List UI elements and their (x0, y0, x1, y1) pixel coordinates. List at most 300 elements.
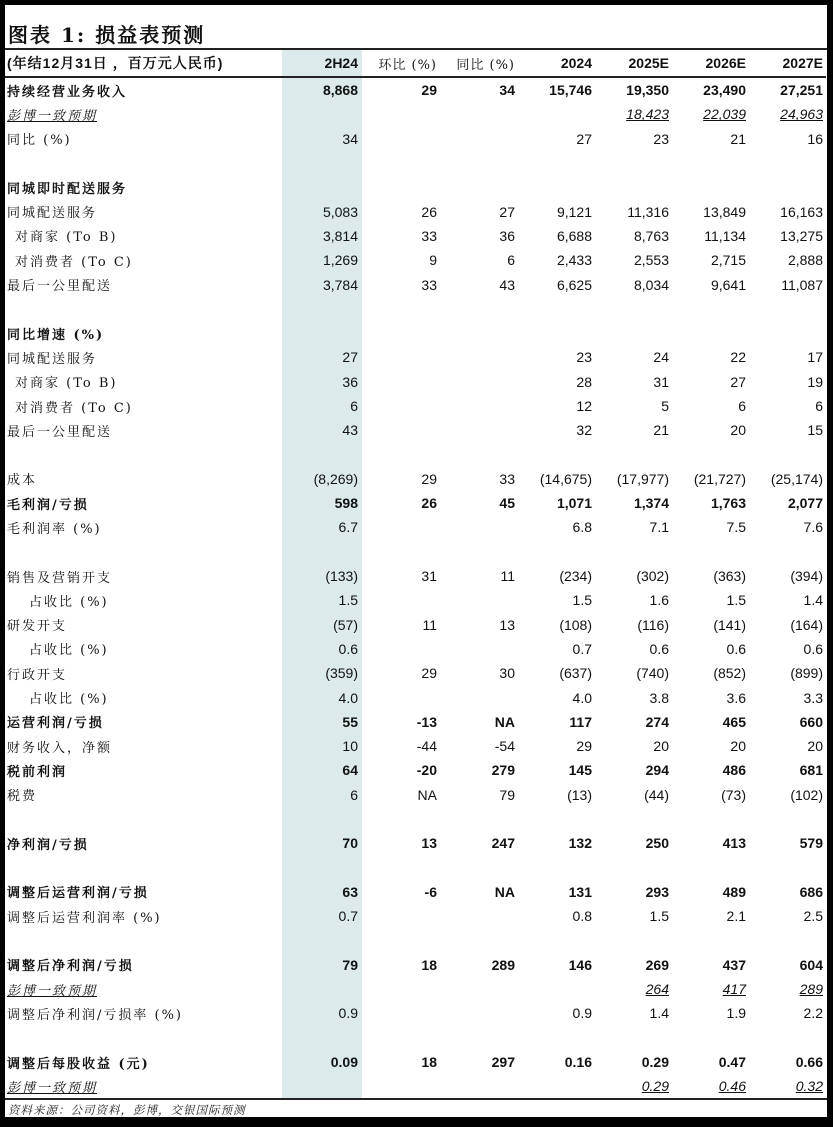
cell-2025e: 1.5 (649, 908, 669, 925)
consensus-label: 彭博一致预期 (7, 983, 98, 999)
row-label: 占收比 (%) (29, 643, 109, 659)
cell-2027e: 3.3 (803, 689, 823, 706)
spacer-row (5, 856, 826, 880)
cell-2026e: 1,763 (710, 495, 746, 512)
cell-2h24: 79 (342, 956, 358, 973)
row-label: 销售及营销开支 (7, 570, 113, 586)
cell-2026e: 20 (730, 422, 746, 439)
cell-2024 (518, 977, 595, 1001)
table-row (5, 467, 826, 491)
cell-2026e: 0.47 (718, 1054, 746, 1071)
cell-2024: 145 (568, 762, 592, 779)
cell-yoy: 297 (491, 1054, 515, 1071)
table-row (5, 685, 826, 709)
cell-yoy (440, 442, 518, 466)
cell-qoq (362, 345, 440, 369)
col-header-2025e: 2025E (595, 50, 672, 77)
cell-2h24 (282, 1026, 362, 1050)
cell-yoy (440, 102, 518, 126)
row-label: 调整后净利润/亏损 (7, 959, 134, 975)
table-row (5, 1074, 826, 1098)
cell-2024 (518, 297, 595, 321)
cell-2h24: 36 (342, 373, 358, 390)
cell-2025e: 1.4 (649, 1005, 669, 1022)
table-row (5, 880, 826, 904)
row-label: 同城配送服务 (7, 206, 98, 222)
table-row (5, 199, 826, 223)
cell-qoq: 29 (421, 470, 437, 487)
cell-2027e: (25,174) (770, 470, 823, 487)
cell-2024: 23 (576, 349, 592, 366)
cell-2024: 12 (576, 398, 592, 414)
cell-yoy (440, 1026, 518, 1050)
cell-2h24: 3,814 (322, 227, 358, 244)
spacer-row (5, 151, 826, 175)
cell-qoq (362, 127, 440, 151)
cell-2025e (595, 856, 672, 880)
cell-2027e: 2,888 (787, 252, 823, 269)
cell-2024 (518, 442, 595, 466)
cell-qoq (362, 297, 440, 321)
cell-qoq (362, 1074, 440, 1098)
cell-qoq: 33 (421, 227, 437, 244)
cell-qoq (362, 175, 440, 199)
cell-yoy: 30 (499, 665, 515, 682)
cell-2025e: (302) (636, 568, 669, 585)
row-label (5, 540, 282, 564)
col-header-2027e: 2027E (749, 50, 826, 77)
row-label: 行政开支 (7, 667, 68, 683)
consensus-value: 289 (799, 981, 823, 998)
cell-2027e (749, 977, 826, 1001)
cell-2027e (749, 151, 826, 175)
cell-qoq: 11 (422, 616, 437, 633)
table-row (5, 394, 826, 418)
cell-yoy: 27 (499, 203, 515, 220)
cell-2025e (595, 321, 672, 345)
table-row (5, 637, 826, 661)
cell-2025e: 20 (653, 738, 669, 755)
cell-qoq (362, 394, 440, 418)
consensus-value: 0.32 (795, 1078, 823, 1095)
cell-qoq: 26 (421, 203, 437, 220)
cell-qoq (362, 540, 440, 564)
cell-2h24 (282, 928, 362, 952)
table-row (5, 831, 826, 855)
cell-2024: 1,071 (556, 495, 592, 512)
cell-yoy: 34 (499, 82, 515, 99)
cell-2025e: (740) (636, 665, 669, 682)
table-row (5, 588, 826, 612)
cell-2025e: 23 (653, 130, 669, 147)
cell-qoq (362, 1026, 440, 1050)
cell-2024 (518, 102, 595, 126)
cell-2027e: 0.66 (795, 1054, 823, 1071)
cell-2026e: 6 (738, 398, 746, 414)
cell-2h24: 0.9 (338, 1005, 358, 1022)
cell-2026e: 27 (730, 373, 746, 390)
row-label: 最后一公里配送 (7, 279, 113, 295)
cell-yoy: 36 (499, 227, 515, 244)
cell-2h24: 5,083 (322, 203, 358, 220)
section-header-row (5, 175, 826, 199)
cell-2027e: 6 (815, 398, 823, 414)
cell-qoq (362, 515, 440, 539)
cell-2025e (595, 297, 672, 321)
cell-2027e: (164) (790, 616, 823, 633)
table-row (5, 491, 826, 515)
cell-2025e: 19,350 (626, 82, 669, 99)
cell-2027e: 2,077 (787, 495, 823, 512)
cell-2025e: 274 (645, 713, 669, 730)
table-row (5, 418, 826, 442)
cell-2026e: 489 (722, 883, 746, 900)
table-row (5, 1001, 826, 1025)
cell-2027e: 19 (807, 373, 823, 390)
table-row (5, 977, 826, 1001)
cell-2h24: 10 (342, 738, 358, 755)
table-row (5, 370, 826, 394)
cell-2025e: 294 (645, 762, 669, 779)
cell-2027e (749, 102, 826, 126)
col-header-yoy: 同比 (%) (440, 50, 518, 77)
cell-yoy (440, 1074, 518, 1098)
cell-2h24 (282, 297, 362, 321)
cell-2024: (234) (559, 568, 592, 585)
cell-yoy (440, 345, 518, 369)
cell-2027e (749, 928, 826, 952)
cell-2025e (595, 175, 672, 199)
cell-qoq: 29 (421, 82, 437, 99)
table-row (5, 515, 826, 539)
cell-qoq: 13 (421, 835, 437, 852)
cell-yoy (440, 321, 518, 345)
cell-yoy (440, 685, 518, 709)
cell-2h24: 55 (342, 713, 358, 730)
cell-2h24: 43 (342, 422, 358, 439)
cell-2024: 132 (568, 835, 592, 852)
cell-2024: 15,746 (549, 82, 592, 99)
cell-2025e: 31 (653, 373, 669, 390)
cell-qoq (362, 102, 440, 126)
cell-qoq (362, 442, 440, 466)
cell-2025e (595, 442, 672, 466)
cell-2027e: 2.5 (803, 908, 823, 925)
row-label: 成本 (7, 473, 38, 489)
cell-2025e (595, 1074, 672, 1098)
cell-yoy (440, 151, 518, 175)
cell-2h24: 6 (350, 786, 358, 803)
cell-2025e: (116) (637, 616, 669, 633)
row-label (5, 297, 282, 321)
row-label: 对消费者 (To C) (15, 254, 133, 270)
row-label: 对商家 (To B) (15, 230, 118, 246)
cell-2024: 0.8 (572, 908, 592, 925)
cell-2027e (749, 540, 826, 564)
cell-2026e: (21,727) (693, 470, 746, 487)
cell-2027e: 604 (799, 956, 823, 973)
cell-2024: (637) (559, 665, 592, 682)
row-label (5, 856, 282, 880)
col-header-2024: 2024 (518, 50, 595, 77)
cell-yoy: 13 (499, 616, 515, 633)
cell-2027e (749, 856, 826, 880)
table-row (5, 734, 826, 758)
header-label: (年结12月31日 ，百万元人民币) (5, 50, 282, 77)
cell-yoy (440, 977, 518, 1001)
row-label: 运营利润/亏损 (7, 716, 104, 732)
cell-yoy: 279 (491, 762, 515, 779)
cell-qoq (362, 151, 440, 175)
table-row (5, 904, 826, 928)
cell-qoq: 18 (421, 956, 437, 973)
cell-2024: 117 (569, 713, 592, 730)
cell-2024 (518, 928, 595, 952)
cell-2027e: 2.2 (803, 1005, 823, 1022)
cell-qoq: 26 (421, 495, 437, 512)
row-label (5, 442, 282, 466)
cell-yoy (440, 175, 518, 199)
cell-2024 (518, 540, 595, 564)
spacer-row (5, 1026, 826, 1050)
cell-2h24 (282, 807, 362, 831)
cell-2027e: 579 (799, 835, 823, 852)
cell-2026e: 437 (722, 956, 746, 973)
consensus-value: 22,039 (703, 106, 746, 123)
cell-yoy (440, 856, 518, 880)
cell-2027e (749, 175, 826, 199)
cell-2024: 4.0 (572, 689, 592, 706)
cell-2027e (749, 297, 826, 321)
cell-2h24 (282, 1074, 362, 1098)
cell-2h24: 27 (342, 349, 358, 366)
row-label: 对商家 (To B) (15, 376, 118, 392)
cell-2026e: 413 (722, 835, 746, 852)
row-label: 净利润/亏损 (7, 837, 89, 853)
cell-2027e: 11,087 (781, 276, 823, 293)
cell-yoy (440, 540, 518, 564)
cell-2024: 131 (568, 883, 592, 900)
cell-2024 (518, 321, 595, 345)
cell-2h24: 6.7 (338, 519, 358, 536)
cell-2027e: 16 (807, 130, 823, 147)
cell-2026e (672, 1026, 749, 1050)
cell-2026e: 20 (730, 738, 746, 755)
cell-yoy: NA (494, 883, 515, 900)
table-row (5, 1050, 826, 1074)
cell-2027e: 15 (807, 422, 823, 439)
cell-yoy (440, 515, 518, 539)
cell-yoy (440, 928, 518, 952)
cell-yoy: 43 (499, 276, 515, 293)
cell-2026e: (73) (721, 786, 746, 803)
cell-2026e: (852) (713, 665, 746, 682)
cell-2026e: (141) (713, 616, 746, 633)
cell-yoy (440, 637, 518, 661)
cell-2027e: (394) (790, 568, 823, 585)
row-label (5, 102, 282, 126)
row-label: 占收比 (%) (29, 594, 109, 610)
cell-qoq: 18 (421, 1054, 437, 1071)
cell-2h24: 70 (342, 835, 358, 852)
income-statement-table (5, 50, 826, 1098)
cell-2h24: 1.5 (338, 592, 358, 609)
cell-qoq (362, 977, 440, 1001)
spacer-row (5, 928, 826, 952)
cell-yoy: 33 (499, 470, 515, 487)
row-label: 调整后净利润/亏损率 (%) (7, 1007, 184, 1023)
cell-qoq (362, 807, 440, 831)
cell-2025e: 0.29 (641, 1054, 669, 1071)
cell-2024 (518, 175, 595, 199)
cell-2024: 27 (576, 130, 592, 147)
row-label: 同城即时配送服务 (7, 181, 128, 197)
cell-2024: 0.9 (572, 1005, 592, 1022)
consensus-value: 0.29 (641, 1078, 669, 1095)
row-label: 调整后运营利润率 (%) (7, 910, 162, 926)
cell-2025e: 11,316 (627, 203, 669, 220)
row-label: 同城配送服务 (7, 351, 98, 367)
cell-2h24 (282, 102, 362, 126)
cell-2026e: 23,490 (703, 82, 746, 99)
cell-qoq (362, 418, 440, 442)
cell-2027e: 16,163 (780, 203, 823, 220)
cell-yoy: -54 (494, 738, 515, 755)
cell-2024 (518, 1026, 595, 1050)
cell-qoq: 31 (421, 568, 437, 585)
cell-2027e (749, 1074, 826, 1098)
cell-2027e (749, 442, 826, 466)
cell-2025e: 293 (645, 883, 669, 900)
cell-2h24: 6 (350, 398, 358, 414)
row-label (5, 1074, 282, 1098)
cell-2026e (672, 102, 749, 126)
cell-2026e: 21 (730, 130, 746, 147)
cell-qoq: 29 (421, 665, 437, 682)
cell-2027e: 27,251 (780, 82, 823, 99)
row-label: 税费 (7, 789, 38, 805)
cell-2026e: 11,134 (704, 227, 746, 244)
cell-2027e (749, 1026, 826, 1050)
cell-2h24 (282, 977, 362, 1001)
cell-2h24: 8,868 (322, 82, 358, 99)
cell-2025e (595, 151, 672, 175)
cell-2027e: 1.4 (803, 592, 823, 609)
cell-qoq (362, 321, 440, 345)
cell-2025e: 3.8 (649, 689, 669, 706)
cell-2026e: 9,641 (710, 276, 746, 293)
cell-2026e (672, 321, 749, 345)
cell-2h24: (57) (333, 616, 358, 633)
cell-2024: 146 (568, 956, 592, 973)
cell-yoy (440, 807, 518, 831)
col-header-qoq: 环比 (%) (362, 50, 440, 77)
cell-2024 (518, 1074, 595, 1098)
cell-2026e (672, 977, 749, 1001)
spacer-row (5, 540, 826, 564)
consensus-label: 彭博一致预期 (7, 108, 98, 124)
cell-2h24: (133) (325, 568, 358, 585)
cell-2025e: 2,553 (633, 252, 669, 269)
cell-yoy: 247 (491, 835, 515, 852)
spacer-row (5, 807, 826, 831)
cell-2026e: 1.5 (726, 592, 746, 609)
cell-2027e: 13,275 (780, 227, 823, 244)
row-label (5, 977, 282, 1001)
cell-2h24: 0.09 (330, 1054, 358, 1071)
table-row (5, 248, 826, 272)
cell-2027e: 0.6 (803, 640, 823, 657)
cell-2025e: (44) (644, 786, 669, 803)
cell-qoq (362, 856, 440, 880)
cell-2h24 (282, 321, 362, 345)
cell-2027e: 7.6 (803, 519, 823, 536)
cell-2h24 (282, 442, 362, 466)
row-label: 税前利润 (7, 764, 68, 780)
consensus-value: 264 (645, 981, 669, 998)
cell-2026e (672, 856, 749, 880)
cell-2026e (672, 807, 749, 831)
row-label (5, 151, 282, 175)
cell-2026e: 2,715 (710, 252, 746, 269)
cell-qoq: -44 (416, 738, 437, 755)
cell-2h24 (282, 151, 362, 175)
cell-qoq (362, 637, 440, 661)
cell-2026e: 1.9 (726, 1005, 746, 1022)
figure-title: 图表 1: 损益表预测 (8, 23, 206, 47)
cell-2h24: (8,269) (313, 470, 358, 487)
cell-2025e: 0.6 (649, 640, 669, 657)
cell-2026e: 2.1 (726, 908, 746, 925)
cell-yoy (440, 418, 518, 442)
cell-2024: (13) (567, 786, 592, 803)
cell-2027e: (899) (790, 665, 823, 682)
cell-2026e: 22 (730, 349, 746, 366)
table-row (5, 77, 826, 102)
col-header-2h24: 2H24 (282, 50, 362, 77)
cell-2h24: 63 (342, 883, 358, 900)
cell-2026e (672, 151, 749, 175)
cell-qoq (362, 685, 440, 709)
cell-qoq: -13 (416, 713, 437, 730)
cell-2026e: 486 (722, 762, 746, 779)
row-label: 持续经营业务收入 (7, 84, 128, 100)
row-label (5, 928, 282, 952)
cell-2h24: 1,269 (322, 252, 358, 269)
cell-2h24: (359) (325, 665, 358, 682)
consensus-label: 彭博一致预期 (7, 1080, 98, 1096)
cell-qoq (362, 904, 440, 928)
cell-2026e: 13,849 (703, 203, 746, 220)
table-row (5, 224, 826, 248)
cell-2026e: 3.6 (726, 689, 746, 706)
consensus-value: 18,423 (626, 106, 669, 123)
cell-2026e (672, 1074, 749, 1098)
row-label: 调整后运营利润/亏损 (7, 886, 149, 902)
consensus-value: 0.46 (718, 1078, 746, 1095)
row-label (5, 807, 282, 831)
cell-2h24: 598 (334, 495, 358, 512)
consensus-value: 417 (722, 981, 746, 998)
cell-2025e (595, 807, 672, 831)
table-row (5, 345, 826, 369)
cell-qoq: NA (417, 786, 437, 803)
cell-yoy: 79 (499, 786, 515, 803)
cell-2025e: 1.6 (649, 592, 669, 609)
table-row (5, 953, 826, 977)
cell-qoq: -6 (424, 883, 437, 900)
cell-2025e (595, 928, 672, 952)
